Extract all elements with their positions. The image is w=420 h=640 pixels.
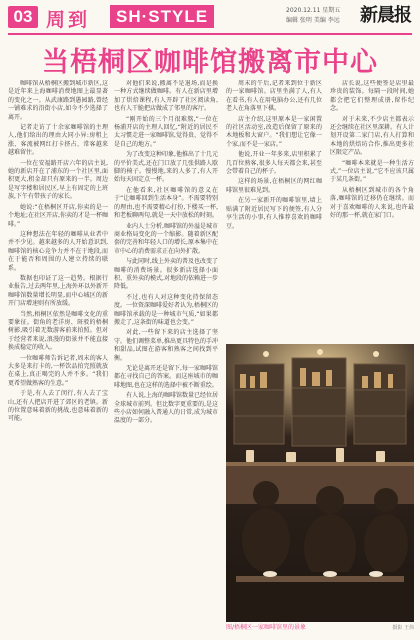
page-header — [0, 0, 420, 34]
paragraph: 无论是离开还是留下,每一家咖啡馆都在寻找自己的答案。而这座城市的咖啡地图,也在这样的选择中被不断重绘。 — [114, 365, 218, 389]
paragraph: 咖啡馆从梧桐区搬到城市新区,这是近年来上海咖啡消费地图上最显著的变化之一。从武康路到愚园路,曾经一铺难求的沿街小店,如今不少选择了离开。 — [8, 80, 108, 121]
article-photo — [226, 344, 414, 622]
page-number-badge: 03 — [8, 6, 38, 28]
paragraph: 不过,也有人对这种变化持保留态度。一位资深咖啡爱好者认为,梧桐区的咖啡馆承载的是一种城市气质,“如果都搬走了,这条街的味道也会变。” — [114, 293, 218, 326]
paragraph: 店主介绍,这里原本是一家闲置的社区活动室,改造后保留了原来的木地板和大窗户。“我们想让它像一个家,而不是一家店。” — [226, 115, 322, 148]
cafe-interior-illustration — [226, 344, 414, 622]
paragraph: 一位咖啡师告诉记者,周末的客人大多是来打卡的,一杯饮品拍完照就放在桌上,真正喝完的人并不多。“我们更希望做熟客的生意。” — [8, 354, 108, 387]
paragraph: 在他看来,社区咖啡馆的意义在于“让咖啡回到生活本身”。不需要特别的理由,也不需要精心打扮,下楼买一杯,和老板聊两句,就是一天中放松的时刻。 — [114, 186, 218, 220]
newspaper-masthead — [360, 0, 418, 32]
paragraph: “刚开始的三个月很难熬,”一位在杨浦开店的主理人回忆,“附近的居民不太习惯走进一家咖啡馆,觉得贵、觉得不是自己的地方。” — [114, 115, 218, 148]
section-label-en: SH·STYLE — [110, 5, 214, 28]
paragraph: 对此,一些留下来的店主选择了坚守。他们调整菜单,推出更具特色的手冲和甜品,试图在游客和熟客之间找到平衡。 — [114, 329, 218, 362]
paragraph: 对于未来,不少店主都表示还会继续在社区里深耕。有人计划开设第二家门店,有人打算和本地的烘焙坊合作,推出更多社区限定产品。 — [330, 115, 414, 157]
paragraph: 周末的午后,记者来到位于新区的一家咖啡馆。店里坐满了人,有人在看书,有人在用电脑办公,还有几位老人在角落里下棋。 — [226, 80, 322, 113]
article-column-2 — [114, 80, 218, 632]
paragraph: 在另一家新开的咖啡馆里,墙上贴满了附近居民写下的便签,有人分享生活的小事,有人推荐喜欢的咖啡豆。 — [226, 197, 322, 230]
paragraph: 业内人士分析,咖啡馆的外溢是城市商业格局变化的一个缩影。随着新区配套的完善和年轻人口的增长,原本集中在市中心的消费需求正在向外扩散。 — [114, 222, 218, 255]
paragraph: 有人说,上海的咖啡馆数量已经位居全球城市前列。但比数字更重要的,是这些小店如何融入普通人的日常,成为城市温度的一部分。 — [114, 392, 218, 425]
header-meta — [286, 6, 358, 26]
paragraph: 与此同时,线上外卖的普及也改变了咖啡的消费场景。很多新店选择小面积、重外卖的模式,对地段的依赖进一步降低。 — [114, 258, 218, 291]
paragraph: 她说:“在梧桐区开店,你卖的是一个地址;在社区开店,你卖的才是一杯咖啡。” — [8, 203, 108, 228]
article-headline: 当梧桐区咖啡馆搬离市中心 — [42, 47, 378, 78]
masthead-text: 新晨报 — [360, 5, 411, 26]
paragraph: “咖啡本来就是一种生活方式,”一位店主说,“它不应该只属于某几条街。” — [330, 159, 414, 184]
photo-credit: 摄影 王伟 — [392, 625, 414, 631]
editor-line: 编辑 张明 美编 李远 — [286, 17, 340, 24]
section-title: 周到 — [46, 9, 91, 31]
photo-caption: 图/梧桐区一家咖啡馆里的景象 — [226, 624, 307, 631]
paragraph: 店长说,这些便签是店里最珍贵的装饰。每隔一段时间,她都会把它们整理成册,留作纪念。 — [330, 80, 414, 113]
paragraph: 一位在安福路开店六年的店主说,她的新店开在了浦东的一个社区里,面积更大,租金却只有原来的一半。周边是写字楼和居民区,早上有固定的上班族,下午有带孩子的家长。 — [8, 159, 108, 201]
paragraph: 这种想法在年轻的咖啡从业者中并不少见。越来越多的人开始意识到,咖啡馆的核心竞争力并不在于地段,而在于能否和周围的人建立持续的联系。 — [8, 230, 108, 272]
article-column-3 — [226, 80, 322, 342]
paragraph: 数据也印证了这一趋势。根据行业报告,过去两年里,上海外环以外新开咖啡馆数量增长明显,而中心城区的新开门店增速则有所放缓。 — [8, 274, 108, 308]
paragraph: 当然,梧桐区依然是咖啡文化的重要象征。街角的老洋房、斑驳的梧桐树影,吸引着无数游客前来拍照。但对于经营者来说,浪漫的街景并不能直接换成稳定的收入。 — [8, 310, 108, 352]
header-rule — [8, 33, 412, 35]
paragraph: 记者走访了十余家咖啡馆的主理人,他们给出的理由大同小异:房租上涨、客流被网红打卡挤占、常客越来越难留住。 — [8, 124, 108, 157]
paragraph: 这样的场景,在梧桐区的网红咖啡馆里很难见到。 — [226, 178, 322, 194]
paragraph: 他说,开业一年多来,店里积累了几百位熟客,很多人每天都会来,甚至会带着自己的杯子。 — [226, 151, 322, 176]
date-line: 2020.12.11 星期五 — [286, 7, 341, 14]
article-column-4 — [330, 80, 414, 342]
paragraph: 对他们来说,搬离不是退场,而是换一种方式继续做咖啡。有人在新店里增加了烘焙课程,有人开辟了社区阅读角,也有人干脆把店做成了邻里的客厅。 — [114, 80, 218, 113]
paragraph: 从梧桐区到城市的各个角落,咖啡馆的迁移仍在继续。而对于喜欢咖啡的人来说,也许最好的那一杯,就在家门口。 — [330, 186, 414, 220]
article-column-1 — [8, 80, 108, 632]
paragraph: 于是,有人去了闵行,有人去了宝山,还有人把店开进了郊区的老镇。新的位置意味着新的挑战,也意味着新的可能。 — [8, 390, 108, 423]
paragraph: 为了改变这种印象,他推出了十几元的平价美式,还在门口放了几张供路人歇脚的椅子。慢慢地,来的人多了,有人开始每天固定点一杯。 — [114, 151, 218, 184]
